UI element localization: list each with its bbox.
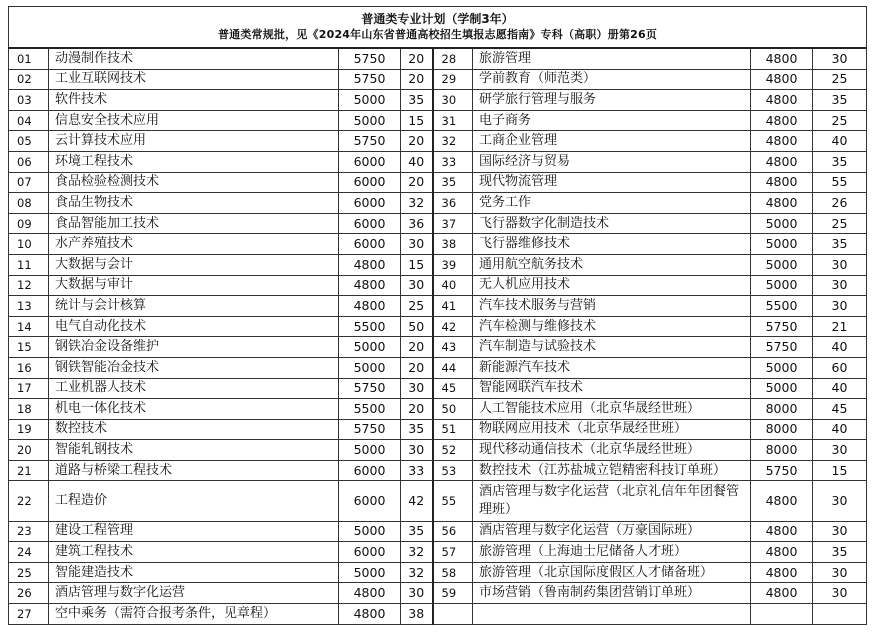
table-title: 普通类专业计划（学制3年） — [361, 12, 514, 26]
left-major-code: 26 — [9, 583, 49, 604]
right-major-code: 38 — [433, 234, 473, 255]
right-plan-count: 45 — [813, 399, 867, 420]
right-major-code: 40 — [433, 275, 473, 296]
right-tuition-fee: 4800 — [751, 69, 813, 90]
table-row — [9, 481, 867, 521]
left-plan-count: 40 — [401, 151, 433, 172]
right-tuition-fee: 5750 — [751, 337, 813, 358]
left-tuition-fee: 5750 — [339, 48, 401, 69]
left-major-name: 钢铁智能冶金技术 — [49, 357, 339, 378]
right-plan-count: 30 — [813, 296, 867, 317]
left-major-name: 大数据与审计 — [49, 275, 339, 296]
left-tuition-fee: 4800 — [339, 583, 401, 604]
left-tuition-fee: 4800 — [339, 254, 401, 275]
left-major-name: 空中乘务（需符合报考条件，见章程） — [49, 604, 339, 625]
left-plan-count: 30 — [401, 440, 433, 461]
left-tuition-fee: 5750 — [339, 419, 401, 440]
left-major-code: 04 — [9, 110, 49, 131]
right-tuition-fee: 4800 — [751, 110, 813, 131]
left-major-code: 19 — [9, 419, 49, 440]
right-major-name: 研学旅行管理与服务 — [473, 90, 751, 111]
right-plan-count: 21 — [813, 316, 867, 337]
left-tuition-fee: 5000 — [339, 337, 401, 358]
right-plan-count: 40 — [813, 337, 867, 358]
right-tuition-fee — [751, 604, 813, 625]
left-plan-count: 20 — [401, 337, 433, 358]
right-major-name: 国际经济与贸易 — [473, 151, 751, 172]
left-plan-count: 32 — [401, 562, 433, 583]
right-tuition-fee: 4800 — [751, 521, 813, 542]
left-plan-count: 30 — [401, 583, 433, 604]
left-tuition-fee: 5000 — [339, 562, 401, 583]
left-major-name: 数控技术 — [49, 419, 339, 440]
right-tuition-fee: 4800 — [751, 193, 813, 214]
right-major-code — [433, 604, 473, 625]
left-tuition-fee: 4800 — [339, 275, 401, 296]
left-major-code: 01 — [9, 48, 49, 69]
right-plan-count: 30 — [813, 481, 867, 521]
left-plan-count: 36 — [401, 213, 433, 234]
left-plan-count: 20 — [401, 131, 433, 152]
left-tuition-fee: 4800 — [339, 296, 401, 317]
right-major-code: 51 — [433, 419, 473, 440]
right-major-name: 学前教育（师范类） — [473, 69, 751, 90]
left-tuition-fee: 4800 — [339, 604, 401, 625]
left-plan-count: 35 — [401, 521, 433, 542]
table-row — [9, 110, 867, 131]
left-major-name: 软件技术 — [49, 90, 339, 111]
table-row — [9, 337, 867, 358]
right-tuition-fee: 4800 — [751, 48, 813, 69]
left-major-code: 06 — [9, 151, 49, 172]
right-plan-count: 30 — [813, 562, 867, 583]
left-major-code: 05 — [9, 131, 49, 152]
left-major-name: 电气自动化技术 — [49, 316, 339, 337]
left-tuition-fee: 5000 — [339, 357, 401, 378]
right-major-code: 39 — [433, 254, 473, 275]
right-major-name: 无人机应用技术 — [473, 275, 751, 296]
right-tuition-fee: 5750 — [751, 460, 813, 481]
left-major-code: 07 — [9, 172, 49, 193]
right-tuition-fee: 4800 — [751, 481, 813, 521]
left-major-name: 信息安全技术应用 — [49, 110, 339, 131]
table-row — [9, 399, 867, 420]
major-plan-table — [8, 6, 867, 625]
left-plan-count: 30 — [401, 234, 433, 255]
table-row — [9, 90, 867, 111]
left-major-name: 智能建造技术 — [49, 562, 339, 583]
left-major-code: 09 — [9, 213, 49, 234]
left-plan-count: 35 — [401, 419, 433, 440]
right-plan-count: 40 — [813, 131, 867, 152]
left-plan-count: 38 — [401, 604, 433, 625]
right-major-code: 56 — [433, 521, 473, 542]
left-major-name: 动漫制作技术 — [49, 48, 339, 69]
right-major-name: 现代物流管理 — [473, 172, 751, 193]
left-major-code: 12 — [9, 275, 49, 296]
right-plan-count: 35 — [813, 90, 867, 111]
right-major-name: 人工智能技术应用（北京华晟经世班） — [473, 399, 751, 420]
table-row — [9, 378, 867, 399]
right-major-code: 59 — [433, 583, 473, 604]
left-plan-count: 50 — [401, 316, 433, 337]
right-tuition-fee: 8000 — [751, 419, 813, 440]
right-major-code: 45 — [433, 378, 473, 399]
table-row — [9, 357, 867, 378]
right-major-code: 28 — [433, 48, 473, 69]
right-major-name: 通用航空航务技术 — [473, 254, 751, 275]
left-tuition-fee: 6000 — [339, 542, 401, 563]
right-major-name: 汽车制造与试验技术 — [473, 337, 751, 358]
right-tuition-fee: 8000 — [751, 440, 813, 461]
right-major-name: 市场营销（鲁南制药集团营销订单班） — [473, 583, 751, 604]
left-major-name: 统计与会计核算 — [49, 296, 339, 317]
left-major-name: 工程造价 — [49, 481, 339, 521]
right-plan-count: 30 — [813, 275, 867, 296]
left-major-code: 15 — [9, 337, 49, 358]
right-tuition-fee: 5750 — [751, 316, 813, 337]
left-tuition-fee: 6000 — [339, 481, 401, 521]
left-major-name: 机电一体化技术 — [49, 399, 339, 420]
left-major-code: 23 — [9, 521, 49, 542]
table-row — [9, 151, 867, 172]
left-tuition-fee: 6000 — [339, 234, 401, 255]
table-row — [9, 440, 867, 461]
table-row — [9, 460, 867, 481]
table-row — [9, 521, 867, 542]
left-plan-count: 35 — [401, 90, 433, 111]
right-major-name: 飞行器数字化制造技术 — [473, 213, 751, 234]
left-tuition-fee: 6000 — [339, 151, 401, 172]
left-major-code: 10 — [9, 234, 49, 255]
right-tuition-fee: 4800 — [751, 90, 813, 111]
left-major-code: 27 — [9, 604, 49, 625]
right-plan-count: 35 — [813, 151, 867, 172]
table-row — [9, 48, 867, 69]
left-major-code: 18 — [9, 399, 49, 420]
left-major-name: 云计算技术应用 — [49, 131, 339, 152]
right-major-name: 旅游管理（北京国际度假区人才储备班） — [473, 562, 751, 583]
left-major-name: 智能轧钢技术 — [49, 440, 339, 461]
right-major-code: 31 — [433, 110, 473, 131]
left-plan-count: 15 — [401, 110, 433, 131]
right-major-code: 44 — [433, 357, 473, 378]
right-major-code: 41 — [433, 296, 473, 317]
right-tuition-fee: 4800 — [751, 151, 813, 172]
right-plan-count: 15 — [813, 460, 867, 481]
right-plan-count: 25 — [813, 213, 867, 234]
right-major-name: 酒店管理与数字化运营（万豪国际班） — [473, 521, 751, 542]
left-plan-count: 33 — [401, 460, 433, 481]
left-plan-count: 30 — [401, 275, 433, 296]
left-plan-count: 30 — [401, 378, 433, 399]
left-tuition-fee: 5500 — [339, 399, 401, 420]
right-plan-count — [813, 604, 867, 625]
left-major-name: 道路与桥梁工程技术 — [49, 460, 339, 481]
table-row — [9, 583, 867, 604]
table-row — [9, 254, 867, 275]
right-major-code: 58 — [433, 562, 473, 583]
right-plan-count: 30 — [813, 48, 867, 69]
left-tuition-fee: 5000 — [339, 521, 401, 542]
table-header — [9, 7, 867, 49]
right-major-name: 电子商务 — [473, 110, 751, 131]
left-major-code: 16 — [9, 357, 49, 378]
table-row — [9, 193, 867, 214]
left-major-code: 08 — [9, 193, 49, 214]
table-row — [9, 131, 867, 152]
right-major-name — [473, 604, 751, 625]
right-major-code: 32 — [433, 131, 473, 152]
left-plan-count: 42 — [401, 481, 433, 521]
right-major-code: 55 — [433, 481, 473, 521]
table-row — [9, 316, 867, 337]
left-plan-count: 32 — [401, 193, 433, 214]
left-tuition-fee: 5750 — [339, 378, 401, 399]
left-major-code: 02 — [9, 69, 49, 90]
left-major-code: 17 — [9, 378, 49, 399]
right-major-code: 52 — [433, 440, 473, 461]
right-tuition-fee: 5000 — [751, 378, 813, 399]
right-tuition-fee: 5500 — [751, 296, 813, 317]
left-tuition-fee: 6000 — [339, 213, 401, 234]
right-tuition-fee: 4800 — [751, 172, 813, 193]
right-plan-count: 30 — [813, 583, 867, 604]
left-major-code: 20 — [9, 440, 49, 461]
left-plan-count: 32 — [401, 542, 433, 563]
left-plan-count: 20 — [401, 69, 433, 90]
right-major-code: 36 — [433, 193, 473, 214]
left-tuition-fee: 5000 — [339, 110, 401, 131]
left-plan-count: 20 — [401, 172, 433, 193]
right-tuition-fee: 5000 — [751, 357, 813, 378]
left-tuition-fee: 5000 — [339, 90, 401, 111]
left-major-code: 03 — [9, 90, 49, 111]
left-major-code: 13 — [9, 296, 49, 317]
right-major-name: 现代移动通信技术（北京华晟经世班） — [473, 440, 751, 461]
table-row — [9, 213, 867, 234]
right-major-name: 智能网联汽车技术 — [473, 378, 751, 399]
table-row — [9, 562, 867, 583]
table-row — [9, 234, 867, 255]
right-plan-count: 35 — [813, 234, 867, 255]
left-plan-count: 20 — [401, 48, 433, 69]
right-major-name: 物联网应用技术（北京华晟经世班） — [473, 419, 751, 440]
right-major-name: 旅游管理（上海迪士尼储备人才班） — [473, 542, 751, 563]
right-plan-count: 55 — [813, 172, 867, 193]
right-major-name: 汽车技术服务与营销 — [473, 296, 751, 317]
right-plan-count: 30 — [813, 254, 867, 275]
left-major-name: 工业机器人技术 — [49, 378, 339, 399]
right-tuition-fee: 4800 — [751, 542, 813, 563]
right-plan-count: 40 — [813, 378, 867, 399]
table-subtitle: 普通类常规批，见《2024年山东省普通高校招生填报志愿指南》专科（高职）册第26页 — [217, 28, 658, 41]
right-tuition-fee: 5000 — [751, 275, 813, 296]
right-major-name: 数控技术（江苏盐城立铠精密科技订单班） — [473, 460, 751, 481]
left-plan-count: 15 — [401, 254, 433, 275]
right-major-code: 43 — [433, 337, 473, 358]
right-major-name: 飞行器维修技术 — [473, 234, 751, 255]
right-plan-count: 26 — [813, 193, 867, 214]
right-major-name: 新能源汽车技术 — [473, 357, 751, 378]
right-major-code: 42 — [433, 316, 473, 337]
left-major-name: 水产养殖技术 — [49, 234, 339, 255]
right-major-code: 29 — [433, 69, 473, 90]
left-major-name: 食品智能加工技术 — [49, 213, 339, 234]
left-tuition-fee: 6000 — [339, 172, 401, 193]
right-tuition-fee: 8000 — [751, 399, 813, 420]
right-major-code: 53 — [433, 460, 473, 481]
right-major-name: 旅游管理 — [473, 48, 751, 69]
left-major-name: 大数据与会计 — [49, 254, 339, 275]
table-header-row — [9, 7, 867, 49]
right-major-name: 党务工作 — [473, 193, 751, 214]
table-row — [9, 69, 867, 90]
right-major-code: 33 — [433, 151, 473, 172]
right-major-name: 汽车检测与维修技术 — [473, 316, 751, 337]
right-tuition-fee: 4800 — [751, 562, 813, 583]
enrollment-plan-sheet — [8, 6, 866, 625]
left-tuition-fee: 6000 — [339, 460, 401, 481]
left-major-code: 22 — [9, 481, 49, 521]
left-plan-count: 20 — [401, 399, 433, 420]
left-tuition-fee: 5500 — [339, 316, 401, 337]
right-major-code: 57 — [433, 542, 473, 563]
right-plan-count: 30 — [813, 521, 867, 542]
right-major-name: 酒店管理与数字化运营（北京礼信年年团餐管理班） — [473, 481, 751, 521]
table-row — [9, 419, 867, 440]
left-major-name: 钢铁冶金设备维护 — [49, 337, 339, 358]
left-major-name: 建设工程管理 — [49, 521, 339, 542]
left-major-code: 14 — [9, 316, 49, 337]
right-plan-count: 60 — [813, 357, 867, 378]
right-plan-count: 25 — [813, 69, 867, 90]
right-tuition-fee: 4800 — [751, 131, 813, 152]
left-major-name: 食品检验检测技术 — [49, 172, 339, 193]
right-major-code: 35 — [433, 172, 473, 193]
left-major-code: 21 — [9, 460, 49, 481]
left-major-code: 25 — [9, 562, 49, 583]
table-row — [9, 296, 867, 317]
right-tuition-fee: 4800 — [751, 583, 813, 604]
right-plan-count: 30 — [813, 440, 867, 461]
left-major-name: 工业互联网技术 — [49, 69, 339, 90]
left-tuition-fee: 5750 — [339, 69, 401, 90]
right-major-code: 37 — [433, 213, 473, 234]
table-row — [9, 275, 867, 296]
right-major-code: 30 — [433, 90, 473, 111]
left-major-name: 酒店管理与数字化运营 — [49, 583, 339, 604]
right-tuition-fee: 5000 — [751, 213, 813, 234]
left-major-name: 食品生物技术 — [49, 193, 339, 214]
right-tuition-fee: 5000 — [751, 254, 813, 275]
left-tuition-fee: 6000 — [339, 193, 401, 214]
left-major-code: 24 — [9, 542, 49, 563]
right-plan-count: 35 — [813, 542, 867, 563]
right-tuition-fee: 5000 — [751, 234, 813, 255]
left-plan-count: 20 — [401, 357, 433, 378]
right-plan-count: 40 — [813, 419, 867, 440]
right-major-code: 50 — [433, 399, 473, 420]
left-plan-count: 25 — [401, 296, 433, 317]
left-major-name: 建筑工程技术 — [49, 542, 339, 563]
right-plan-count: 25 — [813, 110, 867, 131]
left-tuition-fee: 5000 — [339, 440, 401, 461]
left-tuition-fee: 5750 — [339, 131, 401, 152]
table-row — [9, 604, 867, 625]
table-row — [9, 542, 867, 563]
left-major-name: 环境工程技术 — [49, 151, 339, 172]
right-major-name: 工商企业管理 — [473, 131, 751, 152]
table-row — [9, 172, 867, 193]
left-major-code: 11 — [9, 254, 49, 275]
